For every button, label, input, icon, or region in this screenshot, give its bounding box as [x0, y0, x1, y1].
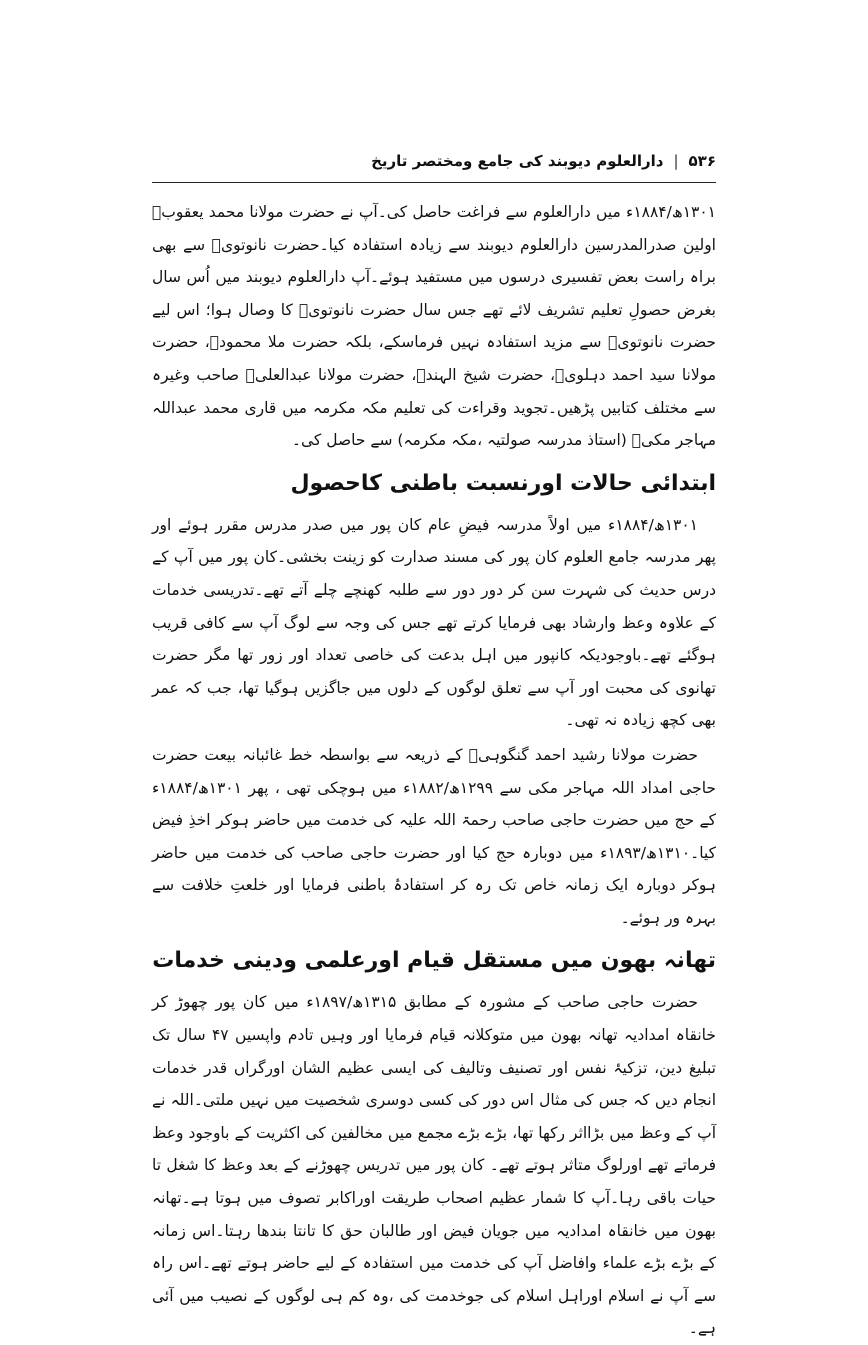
body-text	[152, 196, 716, 1345]
section-heading: ابتدائی حالات اورنسبت باطنی کاحصول	[290, 470, 716, 496]
paragraph: ۱۳۰۱ھ/۱۸۸۴ء میں اولاً مدرسہ فیضِ عام کان پور میں صدر مدرس مقرر ہوئے اور پھر مدرسہ جامع العلوم کان پور کی مسند صدارت کو زینت بخشی۔کان پور میں آپ کے درس حدیث کی شہرت سن کر دور دور سے طلبہ کھنچے چلے آتے تھے۔تدریسی خدمات کے علاوہ وعظ وارشاد بھی فرمایا کرتے تھے جس کی وجہ سے لوگ آپ سے کافی قریب ہوگئے تھے۔باوجودیکہ کانپور میں اہل بدعت کی خاصی تعداد اور زور تھا مگر حضرت تھانوی کی محبت اور آپ سے تعلق لوگوں کے دلوں میں جاگزیں ہوگیا تھا، جب کہ عمر بھی کچھ زیادہ نہ تھی۔	[152, 515, 716, 730]
header-rule	[152, 182, 716, 183]
page-number: ۵۳۶	[688, 152, 716, 170]
paragraph: حضرت مولانا رشید احمد گنگوہیؒ کے ذریعہ سے بواسطہ خط غائبانہ بیعت حضرت حاجی امداد اللہ مہاجر مکی سے ۱۲۹۹ھ/۱۸۸۲ء میں ہوچکی تھی ، پھر ۱۳۰۱ھ/۱۸۸۴ء کے حج میں حضرت حاجی صاحب رحمۃ اللہ علیہ کی خدمت میں حاضر ہوکر اخذِ فیض کیا۔۱۳۱۰ھ/۱۸۹۳ء میں دوبارہ حج کیا اور حضرت حاجی صاحب کی خدمت میں حاضر ہوکر دوبارہ ایک زمانہ خاص تک رہ کر استفادۂ باطنی فرمایا اور خلعتِ خلافت سے بہرہ ور ہوئے۔	[152, 745, 716, 927]
section-heading: تھانہ بھون میں مستقل قیام اورعلمی ودینی خدمات	[152, 948, 716, 974]
header-separator: |	[673, 152, 679, 170]
book-title: دارالعلوم دیوبند کی جامع ومختصر تاریخ	[371, 152, 664, 170]
paragraph: ۱۳۰۱ھ/۱۸۸۴ء میں دارالعلوم سے فراغت حاصل کی۔آپ نے حضرت مولانا محمد یعقوبؒ اولین صدرالمدرسین دارالعلوم دیوبند سے زیادہ استفادہ کیا۔حضرت نانوتویؒ سے بھی براہ راست بعض تفسیری درسوں میں مستفید ہوئے۔آپ دارالعلوم دیوبند میں اُس سال بغرض حصولِ تعلیم تشریف لائے تھے جس سال حضرت نانوتویؒ کا وصال ہوا؛ اس لیے حضرت نانوتویؒ سے مزید استفادہ نہیں فرماسکے، بلکہ حضرت ملا محمودؒ، حضرت مولانا سید احمد دہلویؒ، حضرت شیخ الہندؒ، حضرت مولانا عبدالعلیؒ صاحب وغیرہ سے مختلف کتابیں پڑھیں۔تجوید وقراءت کی تعلیم مکہ مکرمہ میں قاری محمد عبداللہ مہاجر مکیؒ (استاذ مدرسہ صولتیہ ،مکہ مکرمہ) سے حاصل کی۔	[152, 203, 716, 450]
paragraph: حضرت حاجی صاحب کے مشورہ کے مطابق ۱۳۱۵ھ/۱۸۹۷ء میں کان پور چھوڑ کر خانقاہ امدادیہ تھانہ بھون میں متوکلانہ قیام فرمایا اور وہیں تادم واپسیں ۴۷ سال تک تبلیغ دین، تزکیۂ نفس اور تصنیف وتالیف کی ایسی عظیم الشان اورگراں قدر خدمات انجام دیں کہ جس کی مثال اس دور کی کسی دوسری شخصیت میں نہیں ملتی۔اللہ نے آپ کے وعظ میں بڑااثر رکھا تھا، بڑے بڑے مجمع میں مخالفین کی اکثریت کے باوجود وعظ فرماتے تھے اورلوگ متاثر ہوتے تھے۔ کان پور میں تدریس چھوڑنے کے بعد وعظ کا شغل تا حیات باقی رہا۔آپ کا شمار عظیم اصحاب طریقت اوراکابر تصوف میں ہوتا ہے۔تھانہ بھون میں خانقاہ امدادیہ میں جویان فیض اور طالبان حق کا تانتا بندھا رہتا۔اس زمانہ کے بڑے بڑے علماء وافاضل آپ کی خدمت میں استفادہ کے لیے حاضر ہوتے تھے۔اس راہ سے آپ نے اسلام اوراہل اسلام کی جوخدمت کی ،وہ کم ہی لوگوں کے نصیب میں آئی ہے۔	[152, 993, 716, 1338]
running-header	[156, 150, 716, 172]
